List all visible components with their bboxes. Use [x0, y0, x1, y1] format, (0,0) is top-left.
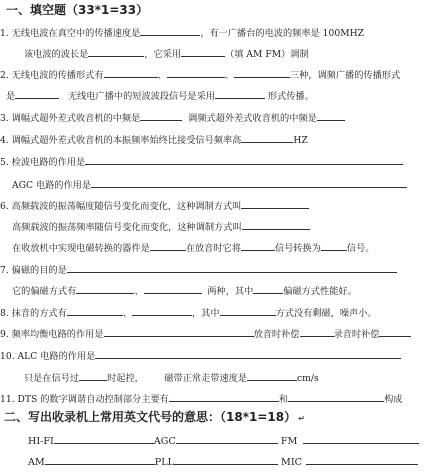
q1-text-b: ，有一广播台的电波的频率是 100MHZ: [200, 28, 365, 39]
q5-text-a: 5. 检波电路的作用是: [0, 157, 86, 168]
q10-text-d: 磁带正常走带速度是: [164, 373, 248, 384]
abbr-blank-agc[interactable]: [176, 434, 278, 444]
abbr-row-1: [28, 434, 419, 448]
q9-line: [0, 327, 411, 341]
q10-text-c: 时起控，: [107, 373, 144, 384]
q1-blank-wavelength[interactable]: [88, 47, 144, 57]
q10-text-a: 10. ALC 电路的作用是: [0, 351, 96, 362]
abbr-blank-am[interactable]: [45, 455, 155, 465]
q9-blank-2[interactable]: [300, 327, 334, 337]
q7-blank-1[interactable]: [67, 263, 397, 273]
q2-text-e: 形式传播。: [267, 91, 314, 102]
q1-blank-modulation[interactable]: [181, 47, 225, 57]
q8-text-b: 、: [122, 308, 132, 319]
q10-text-e: cm/s: [297, 373, 319, 384]
q1-text-e: （填 AM FM）调制: [225, 49, 309, 60]
q3-text-a: 3. 调幅式超外差式收音机的中频是: [0, 113, 141, 124]
q6-blank-2[interactable]: [242, 220, 310, 230]
q7-text-b: 它的偏磁方式有: [12, 286, 77, 297]
q6-text-f: 信号。: [346, 243, 375, 254]
q6-text-b: 高频载波的振荡频率随信号变化而变化，这种调制方式叫: [12, 222, 242, 233]
q2-line1: [0, 68, 400, 82]
q6-line3: [12, 241, 374, 255]
q2-blank-1[interactable]: [104, 68, 158, 78]
q1-text-a: 1. 无线电波在真空中的传播速度是: [0, 28, 141, 39]
q4-blank[interactable]: [241, 133, 293, 143]
q9-text-a: 9. 频率均衡电路的作用是: [0, 329, 104, 340]
q8-blank-2[interactable]: [132, 306, 192, 316]
q11-text-a: 11. DTS 的数字调谐自动控制部分主要有: [0, 394, 169, 405]
q2-sep-1: 、: [157, 70, 167, 81]
abbr-pll: PLL: [154, 457, 174, 468]
abbr-row-2: [28, 455, 418, 469]
q11-text-c: 构成: [384, 394, 403, 405]
abbr-mic: MIC: [281, 457, 302, 468]
q5-text-b: AGC 电路的作用是: [12, 180, 92, 191]
q11-blank-1[interactable]: [169, 392, 279, 402]
q4-line: [0, 133, 308, 147]
q8-text-a: 8. 抹音的方式有: [0, 308, 67, 319]
q9-text-b: 放音时补偿: [253, 329, 300, 340]
q6-text-e: 信号转换为: [274, 243, 321, 254]
q1-line1: [0, 26, 364, 40]
q1-line2: [24, 47, 309, 61]
q6-text-c: 在收放机中实现电磁转换的器件是: [12, 243, 150, 254]
q8-blank-3[interactable]: [220, 306, 276, 316]
q5-line1: [0, 155, 403, 169]
q1-blank-speed[interactable]: [140, 26, 200, 36]
q10-line1: [0, 349, 401, 363]
q4-text-b: HZ: [293, 135, 308, 146]
q2-text-c: 是: [6, 91, 16, 102]
q7-line1: [0, 263, 397, 277]
abbr-blank-mic[interactable]: [306, 455, 418, 465]
q7-blank-3[interactable]: [144, 284, 202, 294]
q9-blank-1[interactable]: [104, 327, 254, 337]
q7-text-c: 、: [134, 286, 144, 297]
q4-text-a: 4. 调幅式超外差式收音机的本振频率始终比接受信号频率高: [0, 135, 242, 146]
q6-blank-4[interactable]: [241, 241, 275, 251]
q7-blank-4[interactable]: [253, 284, 283, 294]
q7-text-a: 7. 偏磁的目的是: [0, 265, 67, 276]
q2-text-b: 三种，调频广播的传播形式: [289, 70, 401, 81]
abbr-am: AM: [28, 457, 45, 468]
q2-blank-3[interactable]: [234, 68, 290, 78]
section2-title-text: 二、写出收录机上常用英文代号的意思：（18*1=18）: [4, 410, 297, 424]
abbr-blank-fm[interactable]: [303, 434, 419, 444]
q2-blank-5[interactable]: [215, 89, 265, 99]
abbr-hifi: HI-FI: [28, 436, 54, 447]
q1-text-c: 该电波的波长是: [24, 49, 89, 60]
q6-text-d: 在放音时它将: [185, 243, 241, 254]
q2-blank-4[interactable]: [15, 89, 59, 99]
q5-blank-1[interactable]: [85, 155, 403, 165]
q9-text-c: 录音时补偿: [333, 329, 380, 340]
q7-blank-2[interactable]: [76, 284, 134, 294]
q8-line: [0, 306, 377, 320]
q10-text-b: 只是在信号过: [24, 373, 80, 384]
q3-line: [0, 111, 345, 125]
q8-text-c: ，其中: [192, 308, 220, 319]
section1-title: 一、填空题（33*1=33）: [6, 3, 149, 17]
q2-line2: [6, 89, 314, 103]
q5-line2: [12, 178, 407, 192]
q2-text-a: 2. 无线电波的传播形式有: [0, 70, 104, 81]
q11-text-b: 和: [278, 394, 289, 405]
q7-text-d: 两种，其中: [207, 286, 254, 297]
section2-title: [4, 410, 305, 426]
paragraph-mark-icon: ↵: [298, 414, 305, 423]
q1-text-d: ，它采用: [144, 49, 182, 60]
q10-line2: [24, 371, 319, 385]
abbr-fm: FM: [280, 436, 298, 447]
q6-text-a: 6. 高频载波的振荡幅度随信号变化而变化，这种调制方式叫: [0, 201, 242, 212]
abbr-blank-hifi[interactable]: [54, 434, 154, 444]
q2-blank-2[interactable]: [167, 68, 225, 78]
abbr-agc: AGC: [153, 436, 176, 447]
q11-line: [0, 392, 402, 406]
q6-line1: [0, 199, 309, 213]
q3-text-b: 调频式超外差式收音机的中频是: [188, 113, 317, 124]
q3-blank-2[interactable]: [317, 111, 345, 121]
q2-text-d: 无线电广播中的短波波段信号是采用: [67, 91, 215, 102]
q10-blank-2[interactable]: [79, 371, 107, 381]
q6-blank-3[interactable]: [150, 241, 186, 251]
q2-sep-2: 、: [224, 70, 234, 81]
q6-blank-5[interactable]: [321, 241, 347, 251]
q9-blank-3[interactable]: [379, 327, 411, 337]
abbr-blank-pll[interactable]: [174, 455, 278, 465]
q5-blank-2[interactable]: [91, 178, 407, 188]
q8-text-d: 方式没有剩磁，噪声小。: [275, 308, 377, 319]
q8-blank-1[interactable]: [67, 306, 123, 316]
q6-blank-1[interactable]: [241, 199, 309, 209]
q3-blank-1[interactable]: [140, 111, 182, 121]
q10-blank-3[interactable]: [247, 371, 297, 381]
q7-text-e: 偏磁方式性能好。: [283, 286, 357, 297]
q10-blank-1[interactable]: [95, 349, 401, 359]
q11-blank-2[interactable]: [288, 392, 384, 402]
q7-line2: [12, 284, 357, 298]
q6-line2: [12, 220, 310, 234]
